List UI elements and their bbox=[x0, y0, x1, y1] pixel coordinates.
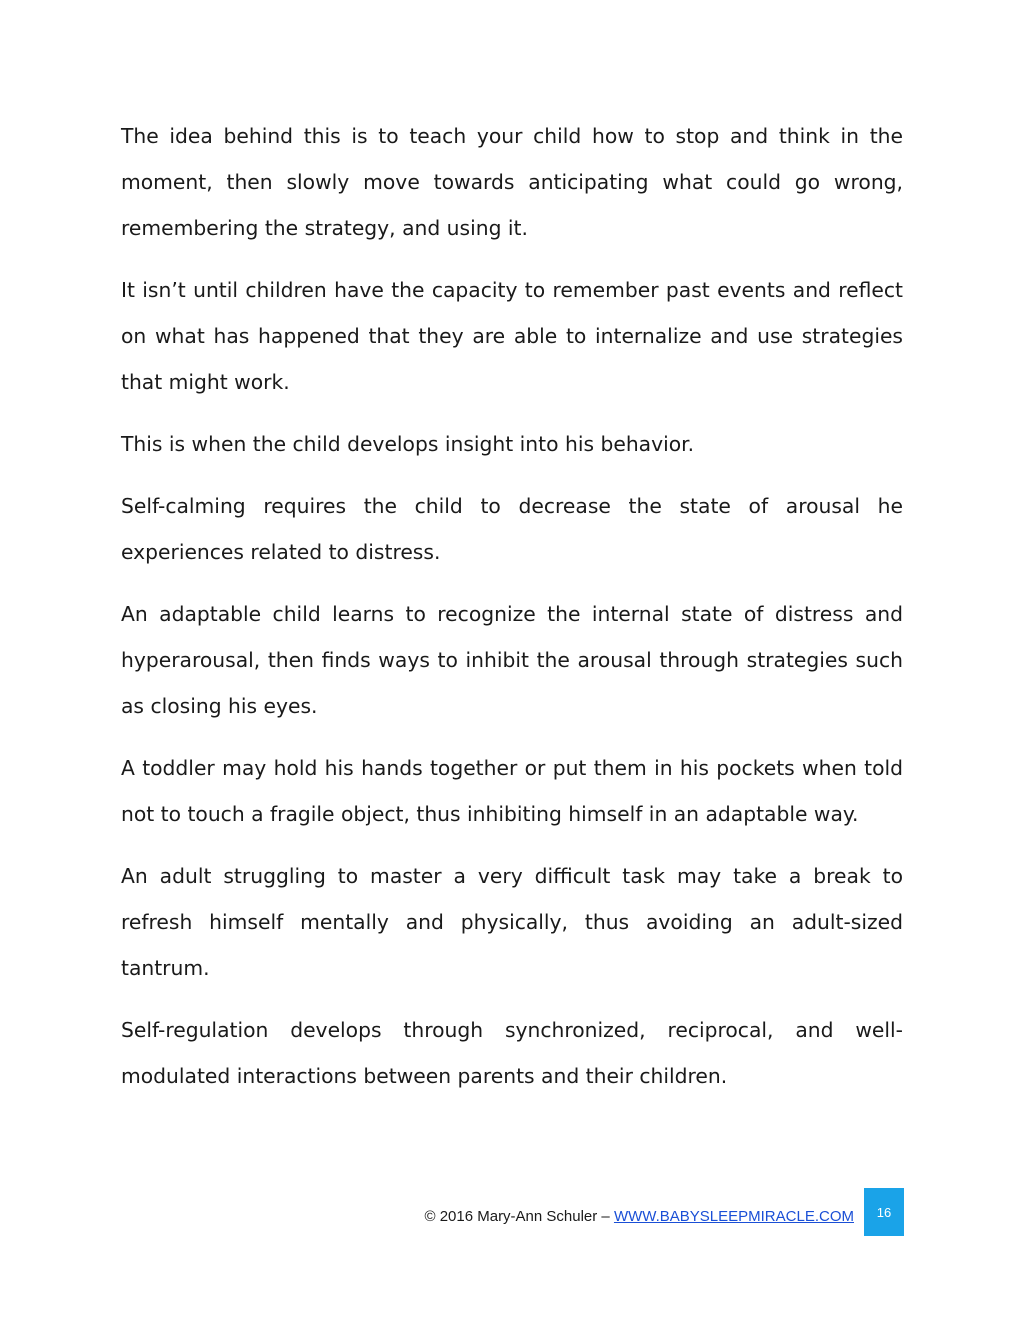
paragraph-5: An adaptable child learns to recognize the internal state of distress and hyperarousal, then finds ways to inhibit the arousal through strategies such as closing his eyes. bbox=[121, 602, 903, 718]
website-link[interactable]: WWW.BABYSLEEPMIRACLE.COM bbox=[613, 1208, 854, 1225]
paragraph-2: It isn’t until children have the capacity to remember past events and reflect on what has happened that they are able to internalize and use strategies that might work. bbox=[121, 278, 903, 394]
paragraph-7: An adult struggling to master a very difficult task may take a break to refresh himself mentally and physically, thus avoiding an adult-sized tantrum. bbox=[121, 864, 903, 980]
page-body bbox=[121, 113, 903, 1115]
page-footer bbox=[0, 1188, 904, 1236]
paragraph-8: Self-regulation develops through synchronized, reciprocal, and well-modulated interactions between parents and their children. bbox=[121, 1018, 903, 1088]
paragraph-6: A toddler may hold his hands together or put them in his pockets when told not to touch a fragile object, thus inhibiting himself in an adaptable way. bbox=[121, 756, 903, 826]
page-number-badge bbox=[864, 1188, 904, 1236]
copyright-text: © 2016 Mary-Ann Schuler – bbox=[424, 1208, 614, 1225]
page-number: 16 bbox=[876, 1204, 892, 1220]
paragraph-1: The idea behind this is to teach your child how to stop and think in the moment, then slowly move towards anticipating what could go wrong, remembering the strategy, and using it. bbox=[121, 124, 903, 240]
paragraph-3: This is when the child develops insight into his behavior. bbox=[121, 432, 695, 456]
footer-credit bbox=[424, 1208, 854, 1225]
paragraph-4: Self-calming requires the child to decrease the state of arousal he experiences related to distress. bbox=[121, 494, 903, 564]
